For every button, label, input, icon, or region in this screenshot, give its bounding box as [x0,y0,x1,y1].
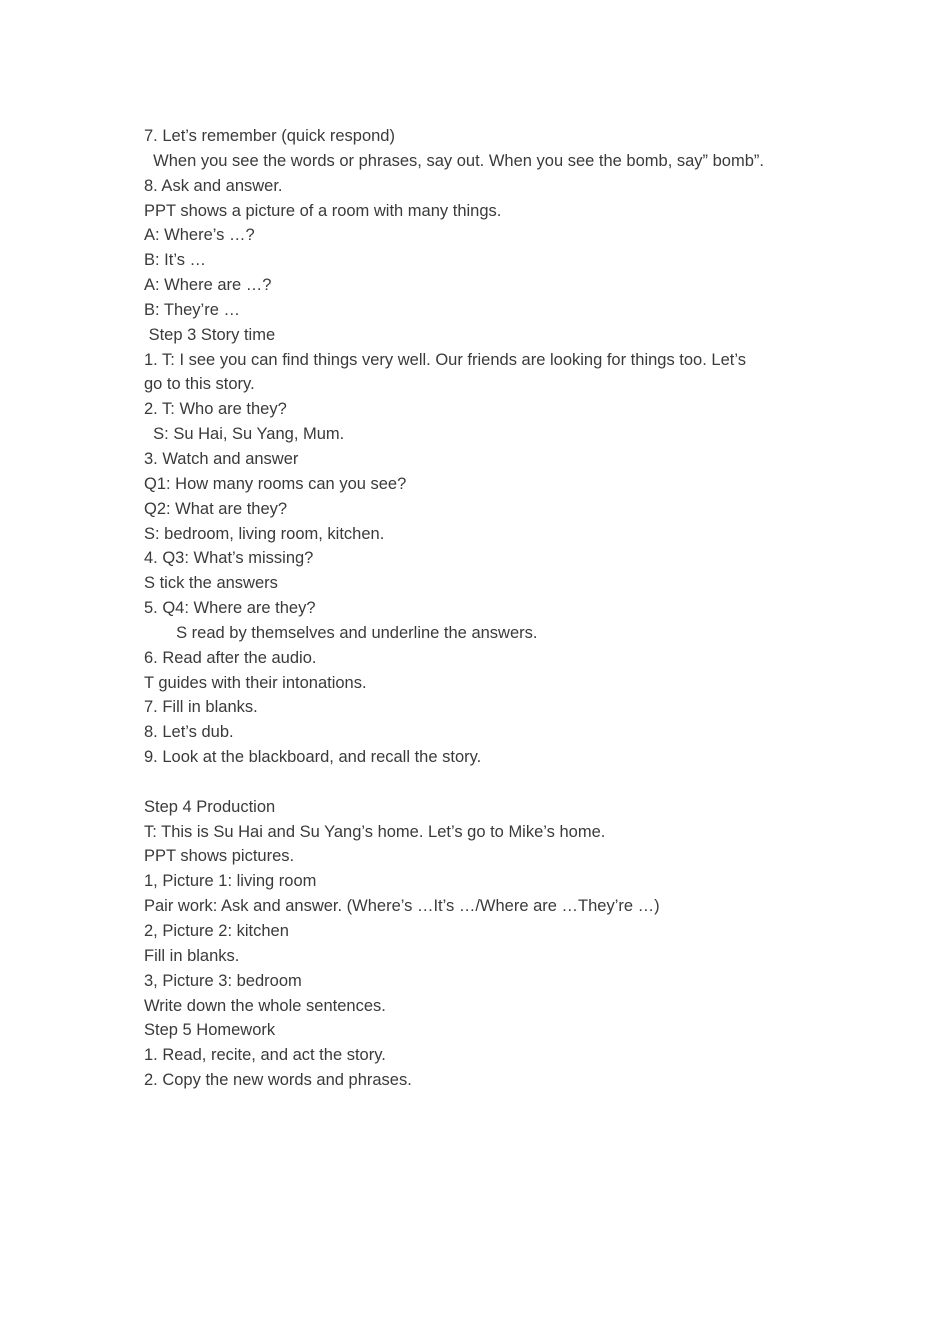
text-line: S tick the answers [144,574,278,593]
text-line: 6. Read after the audio. [144,648,317,667]
text-line: S: bedroom, living room, kitchen. [144,524,385,543]
text-line: 5. Q4: Where are they? [144,599,316,618]
blank-line [144,770,824,795]
text-line: S: Su Hai, Su Yang, Mum. [144,425,345,444]
text-line: 7. Let’s remember (quick respond) [144,127,395,145]
document-body [144,124,824,1093]
text-line: 1. Read, recite, and act the story. [144,1046,386,1065]
section-heading: Step 3 Story time [144,325,276,344]
section-heading: Step 4 Production [144,797,276,816]
text-line: T: This is Su Hai and Su Yang’s home. Let’s go to Mike’s home. [144,822,606,841]
text-line: 2. Copy the new words and phrases. [144,1071,412,1090]
section-heading: Step 5 Homework [144,1021,276,1040]
text-line: 1, Picture 1: living room [144,872,317,891]
text-line: 7. Fill in blanks. [144,698,258,717]
text-line: Fill in blanks. [144,946,240,965]
text-line: 2. T: Who are they? [144,400,287,419]
text-line: S read by themselves and underline the answers. [144,623,538,642]
text-line: B: It’s … [144,251,207,270]
text-line: 1. T: I see you can find things very well. Our friends are looking for things too. Let’s [144,350,746,369]
text-line: 9. Look at the blackboard, and recall the story. [144,748,482,767]
text-line: PPT shows a picture of a room with many things. [144,201,502,220]
text-line: Write down the whole sentences. [144,996,386,1015]
text-line: 3, Picture 3: bedroom [144,971,302,990]
text-line: 3. Watch and answer [144,449,299,468]
text-line: 4. Q3: What’s missing? [144,549,314,568]
text-line: 8. Ask and answer. [144,176,283,195]
text-line: Q2: What are they? [144,499,288,518]
text-line: go to this story. [144,375,255,394]
text-line: Q1: How many rooms can you see? [144,474,407,493]
text-line: 2, Picture 2: kitchen [144,922,289,940]
text-line: Pair work: Ask and answer. (Where’s …It’s …/Where are …They’re …) [144,897,660,916]
text-line: 8. Let’s dub. [144,723,234,742]
text-line: A: Where’s …? [144,226,255,245]
text-line: B: They’re … [144,300,240,319]
text-line: PPT shows pictures. [144,847,295,866]
text-line: A: Where are …? [144,276,272,295]
text-line: T guides with their intonations. [144,673,367,692]
text-line: When you see the words or phrases, say out. When you see the bomb, say” bomb”. [144,151,764,170]
